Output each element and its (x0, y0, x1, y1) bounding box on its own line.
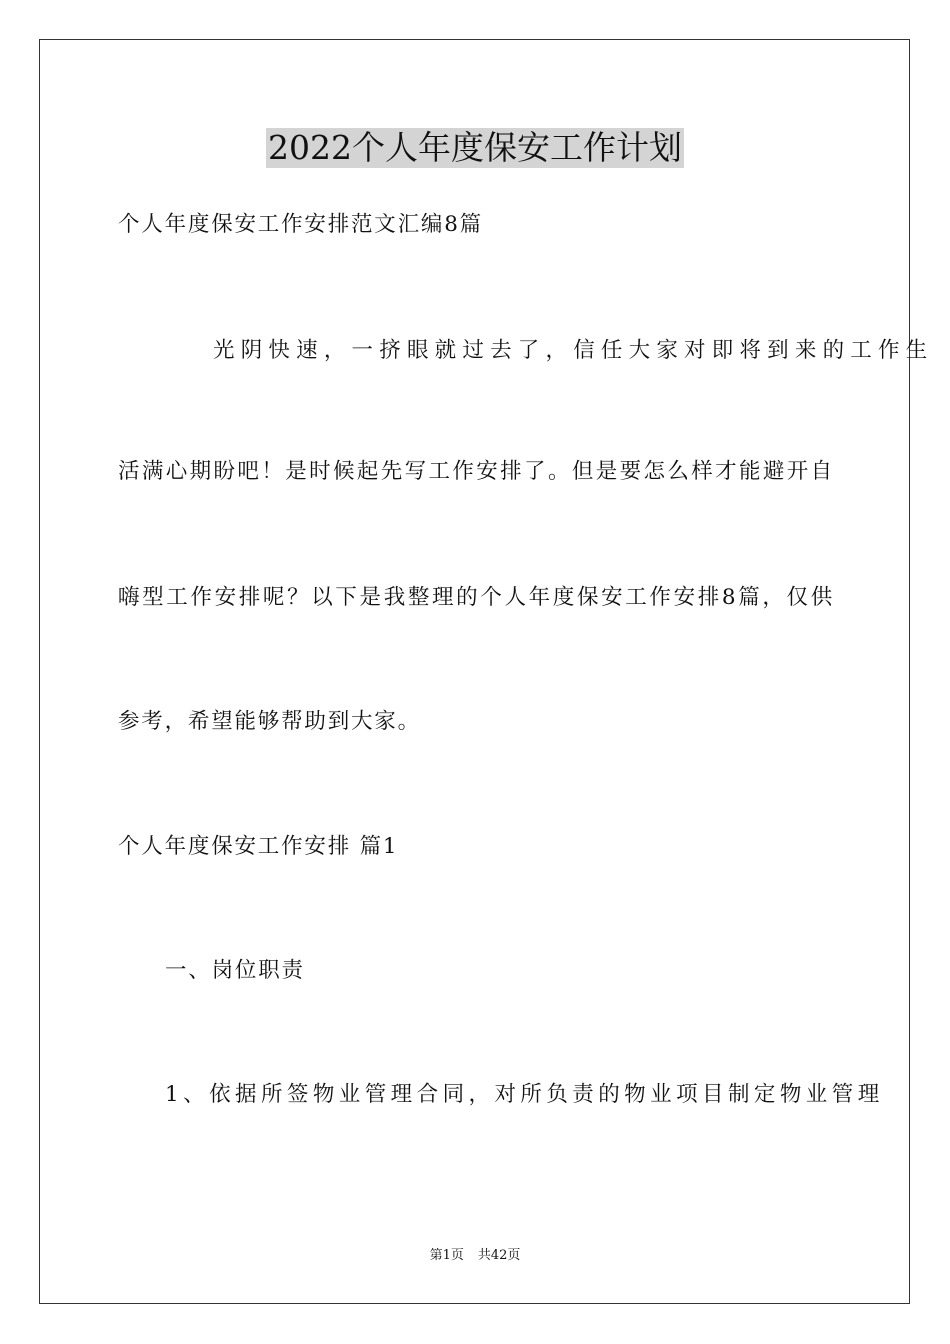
intro-line-2: 活满心期盼吧！是时候起先写工作安排了。但是要怎么样才能避开自 (118, 459, 834, 484)
page-number: 第1页 (429, 1248, 464, 1263)
title-container (0, 128, 950, 168)
sub-heading: 一、岗位职责 (165, 958, 305, 983)
document-title: 2022个人年度保安工作计划 (268, 128, 682, 167)
page-total: 共42页 (477, 1248, 521, 1263)
item-1-line: 1、依据所签物业管理合同，对所负责的物业项目制定物业管理 (165, 1082, 881, 1107)
section-heading: 个人年度保安工作安排 篇1 (118, 834, 399, 859)
page-footer (0, 1247, 950, 1265)
intro-line-1: 光阴快速，一挤眼就过去了，信任大家对即将到来的工作生 (213, 338, 929, 363)
intro-line-4: 参考，希望能够帮助到大家。 (118, 709, 421, 734)
intro-line-3: 嗨型工作安排呢？以下是我整理的个人年度保安工作安排8篇，仅供 (118, 585, 834, 610)
document-subtitle: 个人年度保安工作安排范文汇编8篇 (118, 212, 483, 237)
